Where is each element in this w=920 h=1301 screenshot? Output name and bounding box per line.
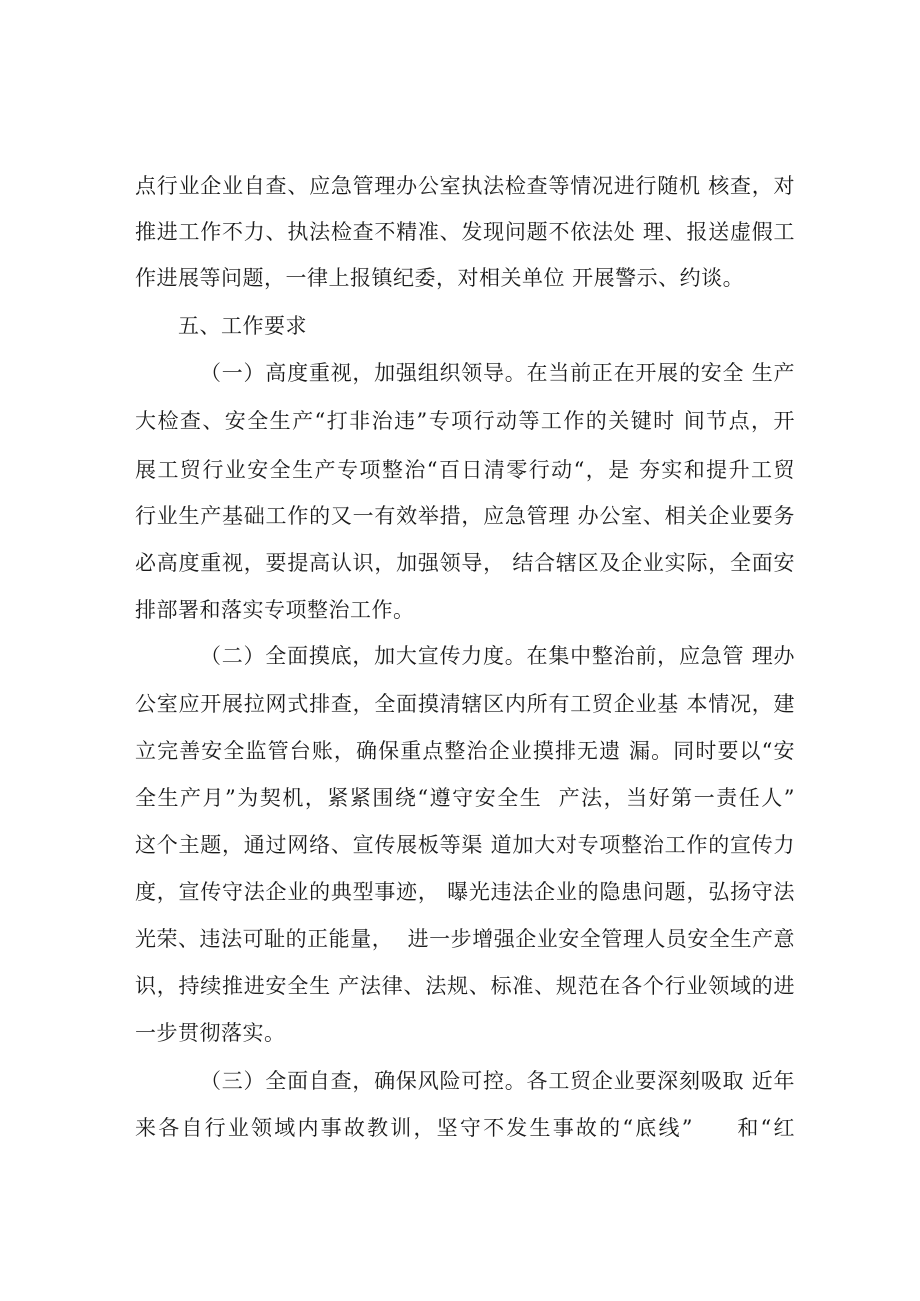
paragraph-first-line: （二）全面摸底，加大宣传力度。在集中整治前，应急管 理办 [200,644,795,668]
paragraph-first-line: （一）高度重视，加强组织领导。在当前正在开展的安全 生产 [200,361,795,385]
body-text-line: 推进工作不力、执法检查不精准、发现问题不依法处 理、报送虚假工 [135,220,795,244]
body-text-line: 来各自行业领域内事故教训，坚守不发生事故的“底线” 和“红 [135,1116,795,1140]
body-text-line: 一步贯彻落实。 [135,1021,286,1045]
body-text-line: 展工贸行业安全生产专项整治“百日清零行动“，是 夯实和提升工贸 [135,458,795,482]
body-text-line: 全生产月”为契机，紧紧围绕“遵守安全生 产法，当好第一责任人” [135,786,795,810]
body-text-line: 这个主题，通过网络、宣传展板等渠 道加大对专项整治工作的宣传力 [135,833,795,857]
body-text-line: 行业生产基础工作的又一有效举措，应急管理 办公室、相关企业要务 [135,504,795,528]
body-text-line: 点行业企业自查、应急管理办公室执法检查等情况进行随机 核查，对 [135,174,795,198]
body-text-line: 光荣、违法可耻的正能量， 进一步增强企业安全管理人员安全生产意 [135,927,795,951]
body-text-line: 公室应开展拉网式排查，全面摸清辖区内所有工贸企业基 本情况，建 [135,692,795,716]
body-text-line: 排部署和落实专项整治工作。 [135,598,415,622]
body-text-line: 大检查、安全生产“打非治违”专项行动等工作的关键时 间节点，开 [135,409,795,433]
section-heading: 五、工作要求 [178,314,307,338]
body-text-line: 立完善安全监管台账，确保重点整治企业摸排无遗 漏。同时要以“安 [135,739,795,763]
body-text-line: 度，宣传守法企业的典型事迹， 曝光违法企业的隐患问题，弘扬守法 [135,880,795,904]
body-text-line: 作进展等问题，一律上报镇纪委，对相关单位 开展警示、约谈。 [135,266,745,290]
body-text-line: 识，持续推进安全生 产法律、法规、标准、规范在各个行业领域的进 [135,974,795,998]
body-text-line: 必高度重视，要提高认识，加强领导， 结合辖区及企业实际，全面安 [135,551,795,575]
paragraph-first-line: （三）全面自查，确保风险可控。各工贸企业要深刻吸取 近年 [200,1069,795,1093]
